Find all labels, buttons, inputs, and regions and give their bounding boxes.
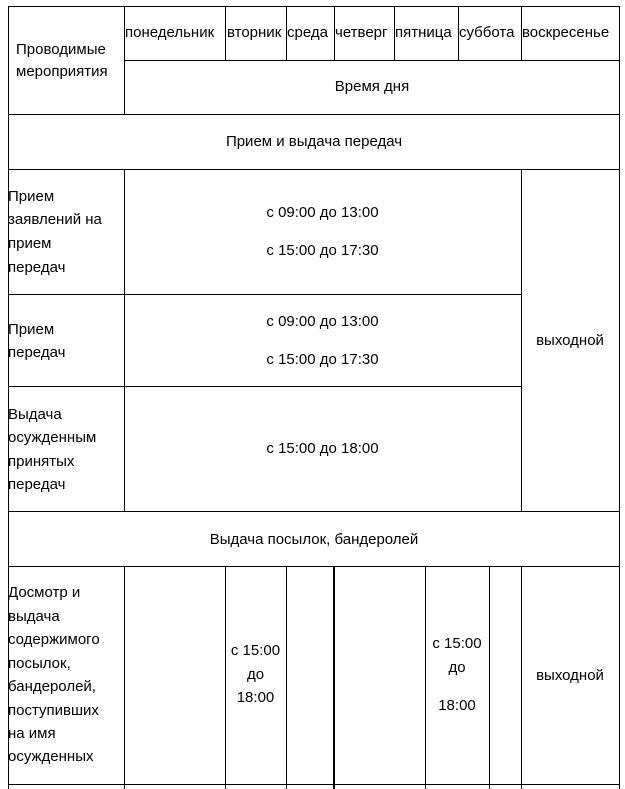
time-of-day-header: Время дня: [334, 78, 410, 95]
section1-bottom: [8, 511, 620, 512]
s1-row1-label-line3: прием: [8, 235, 52, 252]
s2-label-line6: поступивших: [8, 702, 99, 719]
s2-sunday-dayoff: выходной: [536, 667, 604, 684]
section1-title: Прием и выдача передач: [225, 133, 403, 150]
s1-row2-time1: с 09:00 до 13:00: [266, 313, 379, 330]
header-bottom-line: [8, 114, 620, 115]
table-border-right: [619, 6, 620, 789]
header-days-divider: [124, 60, 620, 61]
s1-row2-time2: с 15:00 до 17:30: [266, 351, 379, 368]
s2-label-line2: выдача: [8, 608, 60, 625]
s1-row2-label-line2: передач: [8, 344, 66, 361]
events-header-line2: мероприятия: [16, 63, 108, 80]
s1-row1-label-line4: передач: [8, 259, 66, 276]
day-sunday: воскресенье: [522, 24, 610, 41]
section2-title: Выдача посылок, бандеролей: [209, 531, 419, 548]
section2-bottom: [8, 784, 620, 785]
s1-row1-time1: с 09:00 до 13:00: [266, 204, 379, 221]
s2-label-line8: осужденных: [8, 748, 94, 765]
day-tuesday: вторник: [227, 24, 282, 41]
s2-tuesday-line1: с 15:00: [230, 642, 281, 659]
section2-title-bottom: [8, 566, 620, 567]
s1-row3-label-line1: Выдача: [8, 406, 62, 423]
s2-friday-line2: до: [448, 659, 466, 676]
s1-row1-time2: с 15:00 до 17:30: [266, 242, 379, 259]
s1-row2-bottom: [8, 386, 522, 387]
s1-row3-label-line4: передач: [8, 476, 66, 493]
s2-label-line5: бандеролей,: [8, 678, 96, 695]
s1-row3-label-line3: принятых: [8, 453, 75, 470]
s1-col-divider-events: [124, 169, 125, 511]
s2-col-divider-wed: [333, 566, 335, 789]
s2-label-line3: содержимого: [8, 631, 100, 648]
s2-label-line7: на имя: [8, 725, 56, 742]
s2-tuesday-line2: до: [246, 666, 265, 683]
day-friday: пятница: [395, 24, 452, 41]
events-header-line1: Проводимые: [16, 41, 106, 58]
s2-tuesday-line3: 18:00: [236, 689, 275, 706]
s2-label-line1: Досмотр и: [8, 584, 81, 601]
col-divider-mon: [225, 6, 226, 61]
s2-col-divider-fri: [489, 566, 490, 789]
table-border-top: [8, 6, 620, 7]
col-divider-events: [124, 6, 125, 115]
s2-label-line4: посылок,: [8, 655, 71, 672]
s1-sunday-dayoff: выходной: [536, 332, 604, 349]
s2-col-divider-thu: [425, 566, 426, 789]
s1-row1-label-line2: заявлений на: [8, 211, 102, 228]
s1-row3-label-line2: осужденным: [8, 429, 97, 446]
s1-row2-label-line1: Прием: [8, 321, 55, 338]
day-monday: понедельник: [125, 24, 215, 41]
section1-title-bottom: [8, 169, 620, 170]
s2-friday-line1: с 15:00: [432, 635, 482, 652]
s2-col-divider-events: [124, 566, 125, 789]
s2-col-divider-tue: [286, 566, 287, 789]
s1-row1-label-line1: Прием: [8, 188, 55, 205]
day-wednesday: среда: [287, 24, 328, 41]
s1-row1-bottom: [8, 294, 522, 295]
s2-friday-line3: 18:00: [438, 697, 476, 714]
day-thursday: четверг: [335, 24, 388, 41]
day-saturday: суббота: [459, 24, 515, 41]
s1-row3-time1: с 15:00 до 18:00: [266, 440, 379, 457]
